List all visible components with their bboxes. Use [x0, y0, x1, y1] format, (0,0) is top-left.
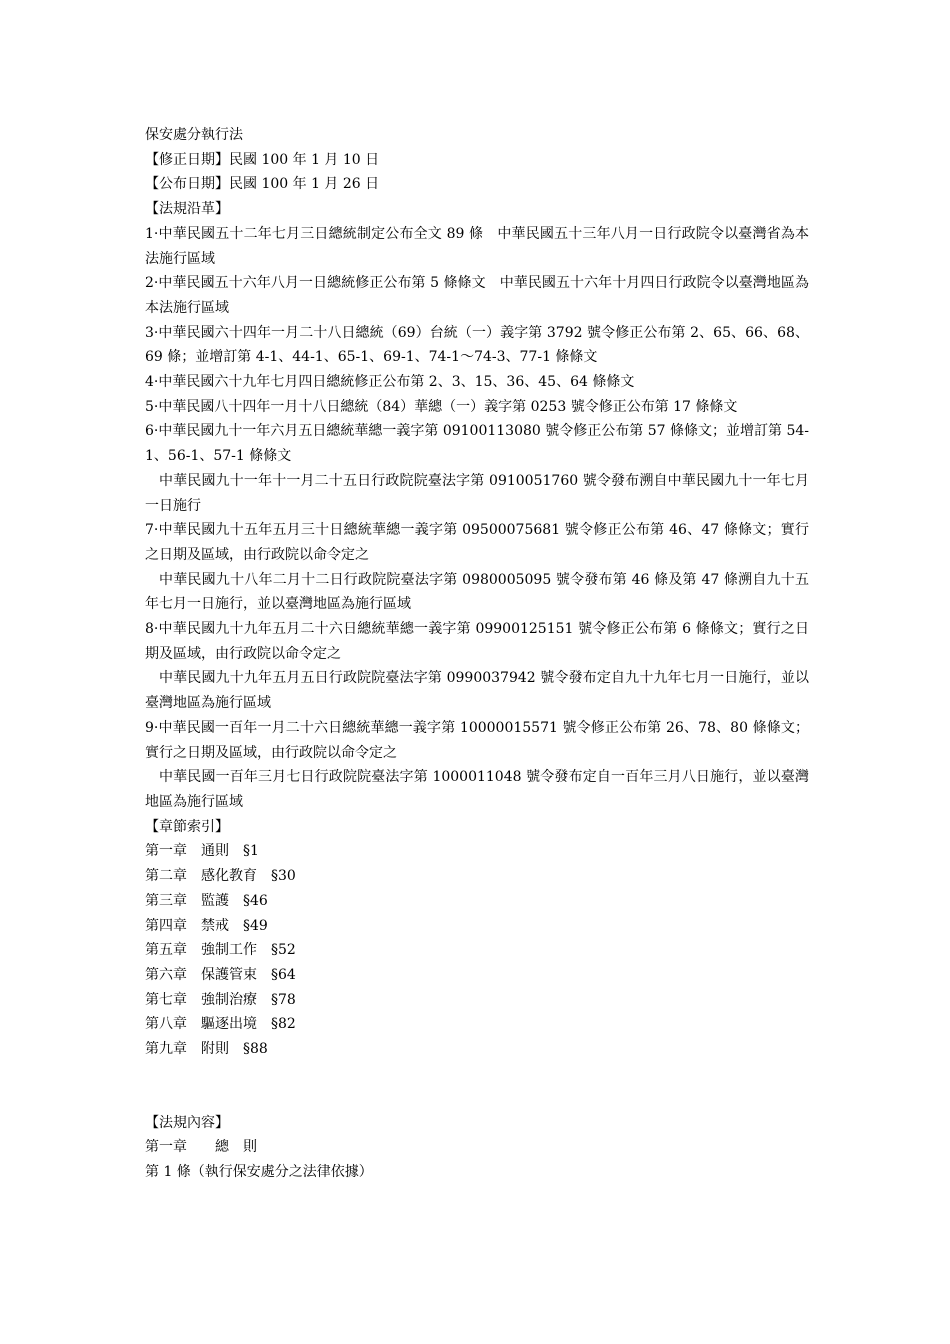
chapter-heading: 第一章 總 則	[145, 1139, 257, 1156]
toc-item: 第七章 強制治療 §78	[145, 991, 296, 1008]
toc-item: 第八章 驅逐出境 §82	[145, 1016, 296, 1033]
history-item: 1·中華民國五十二年七月三日總統制定公布全文 89 條 中華民國五十三年八月一日行政院令以臺灣省為本法施行區域	[145, 225, 809, 267]
history-note: 中華民國九十八年二月十二日行政院院臺法字第 0980005095 號令發布第 46 條及第 47 條溯自九十五年七月一日施行，並以臺灣地區為施行區域	[145, 571, 809, 613]
history-item: 9·中華民國一百年一月二十六日總統華總一義字第 10000015571 號令修正公布第 26、78、80 條條文；實行之日期及區域，由行政院以命令定之	[145, 719, 809, 761]
toc-item: 第五章 強制工作 §52	[145, 942, 296, 959]
blank-space	[145, 1062, 809, 1111]
history-item: 3·中華民國六十四年一月二十八日總統（69）台統（一）義字第 3792 號令修正公布第 2、65、66、68、69 條；並增訂第 4-1、44-1、65-1、69-1、74-1～74-3、77-1 條條文	[145, 324, 809, 366]
history-note: 中華民國一百年三月七日行政院院臺法字第 1000011048 號令發布定自一百年三月八日施行，並以臺灣地區為施行區域	[145, 769, 809, 810]
history-note: 中華民國九十九年五月五日行政院院臺法字第 0990037942 號令發布定自九十九年七月一日施行，並以臺灣地區為施行區域	[145, 670, 809, 712]
history-item: 6·中華民國九十一年六月五日總統華總一義字第 09100113080 號令修正公布第 57 條條文；並增訂第 54-1、56-1、57-1 條條文	[145, 423, 809, 465]
content-heading: 【法規內容】	[145, 1114, 229, 1131]
history-item: 2·中華民國五十六年八月一日總統修正公布第 5 條條文 中華民國五十六年十月四日行政院令以臺灣地區為本法施行區域	[145, 275, 809, 316]
law-title: 保安處分執行法	[145, 127, 243, 143]
publish-date: 【公布日期】民國 100 年 1 月 26 日	[145, 176, 380, 193]
amend-date: 【修正日期】民國 100 年 1 月 10 日	[145, 151, 380, 168]
history-item: 5·中華民國八十四年一月十八日總統（84）華總（一）義字第 0253 號令修正公布第 17 條條文	[145, 398, 738, 415]
history-heading: 【法規沿革】	[145, 201, 229, 218]
history-item: 7·中華民國九十五年五月三十日總統華總一義字第 09500075681 號令修正公布第 46、47 條條文；實行之日期及區域，由行政院以命令定之	[145, 522, 809, 563]
toc-item: 第一章 通則 §1	[145, 843, 259, 860]
history-item: 8·中華民國九十九年五月二十六日總統華總一義字第 09900125151 號令修正公布第 6 條條文；實行之日期及區域，由行政院以命令定之	[145, 621, 809, 662]
law-document	[145, 123, 809, 1185]
history-item: 4·中華民國六十九年七月四日總統修正公布第 2、3、15、36、45、64 條條文	[145, 374, 635, 391]
toc-heading: 【章節索引】	[145, 818, 229, 835]
article-heading: 第 1 條（執行保安處分之法律依據）	[145, 1164, 373, 1181]
history-note: 中華民國九十一年十一月二十五日行政院院臺法字第 0910051760 號令發布溯自中華民國九十一年七月一日施行	[145, 472, 809, 514]
toc-item: 第三章 監護 §46	[145, 892, 268, 909]
toc-item: 第四章 禁戒 §49	[145, 917, 268, 934]
toc-item: 第二章 感化教育 §30	[145, 868, 296, 885]
toc-item: 第六章 保護管束 §64	[145, 966, 296, 983]
toc-item: 第九章 附則 §88	[145, 1041, 268, 1058]
